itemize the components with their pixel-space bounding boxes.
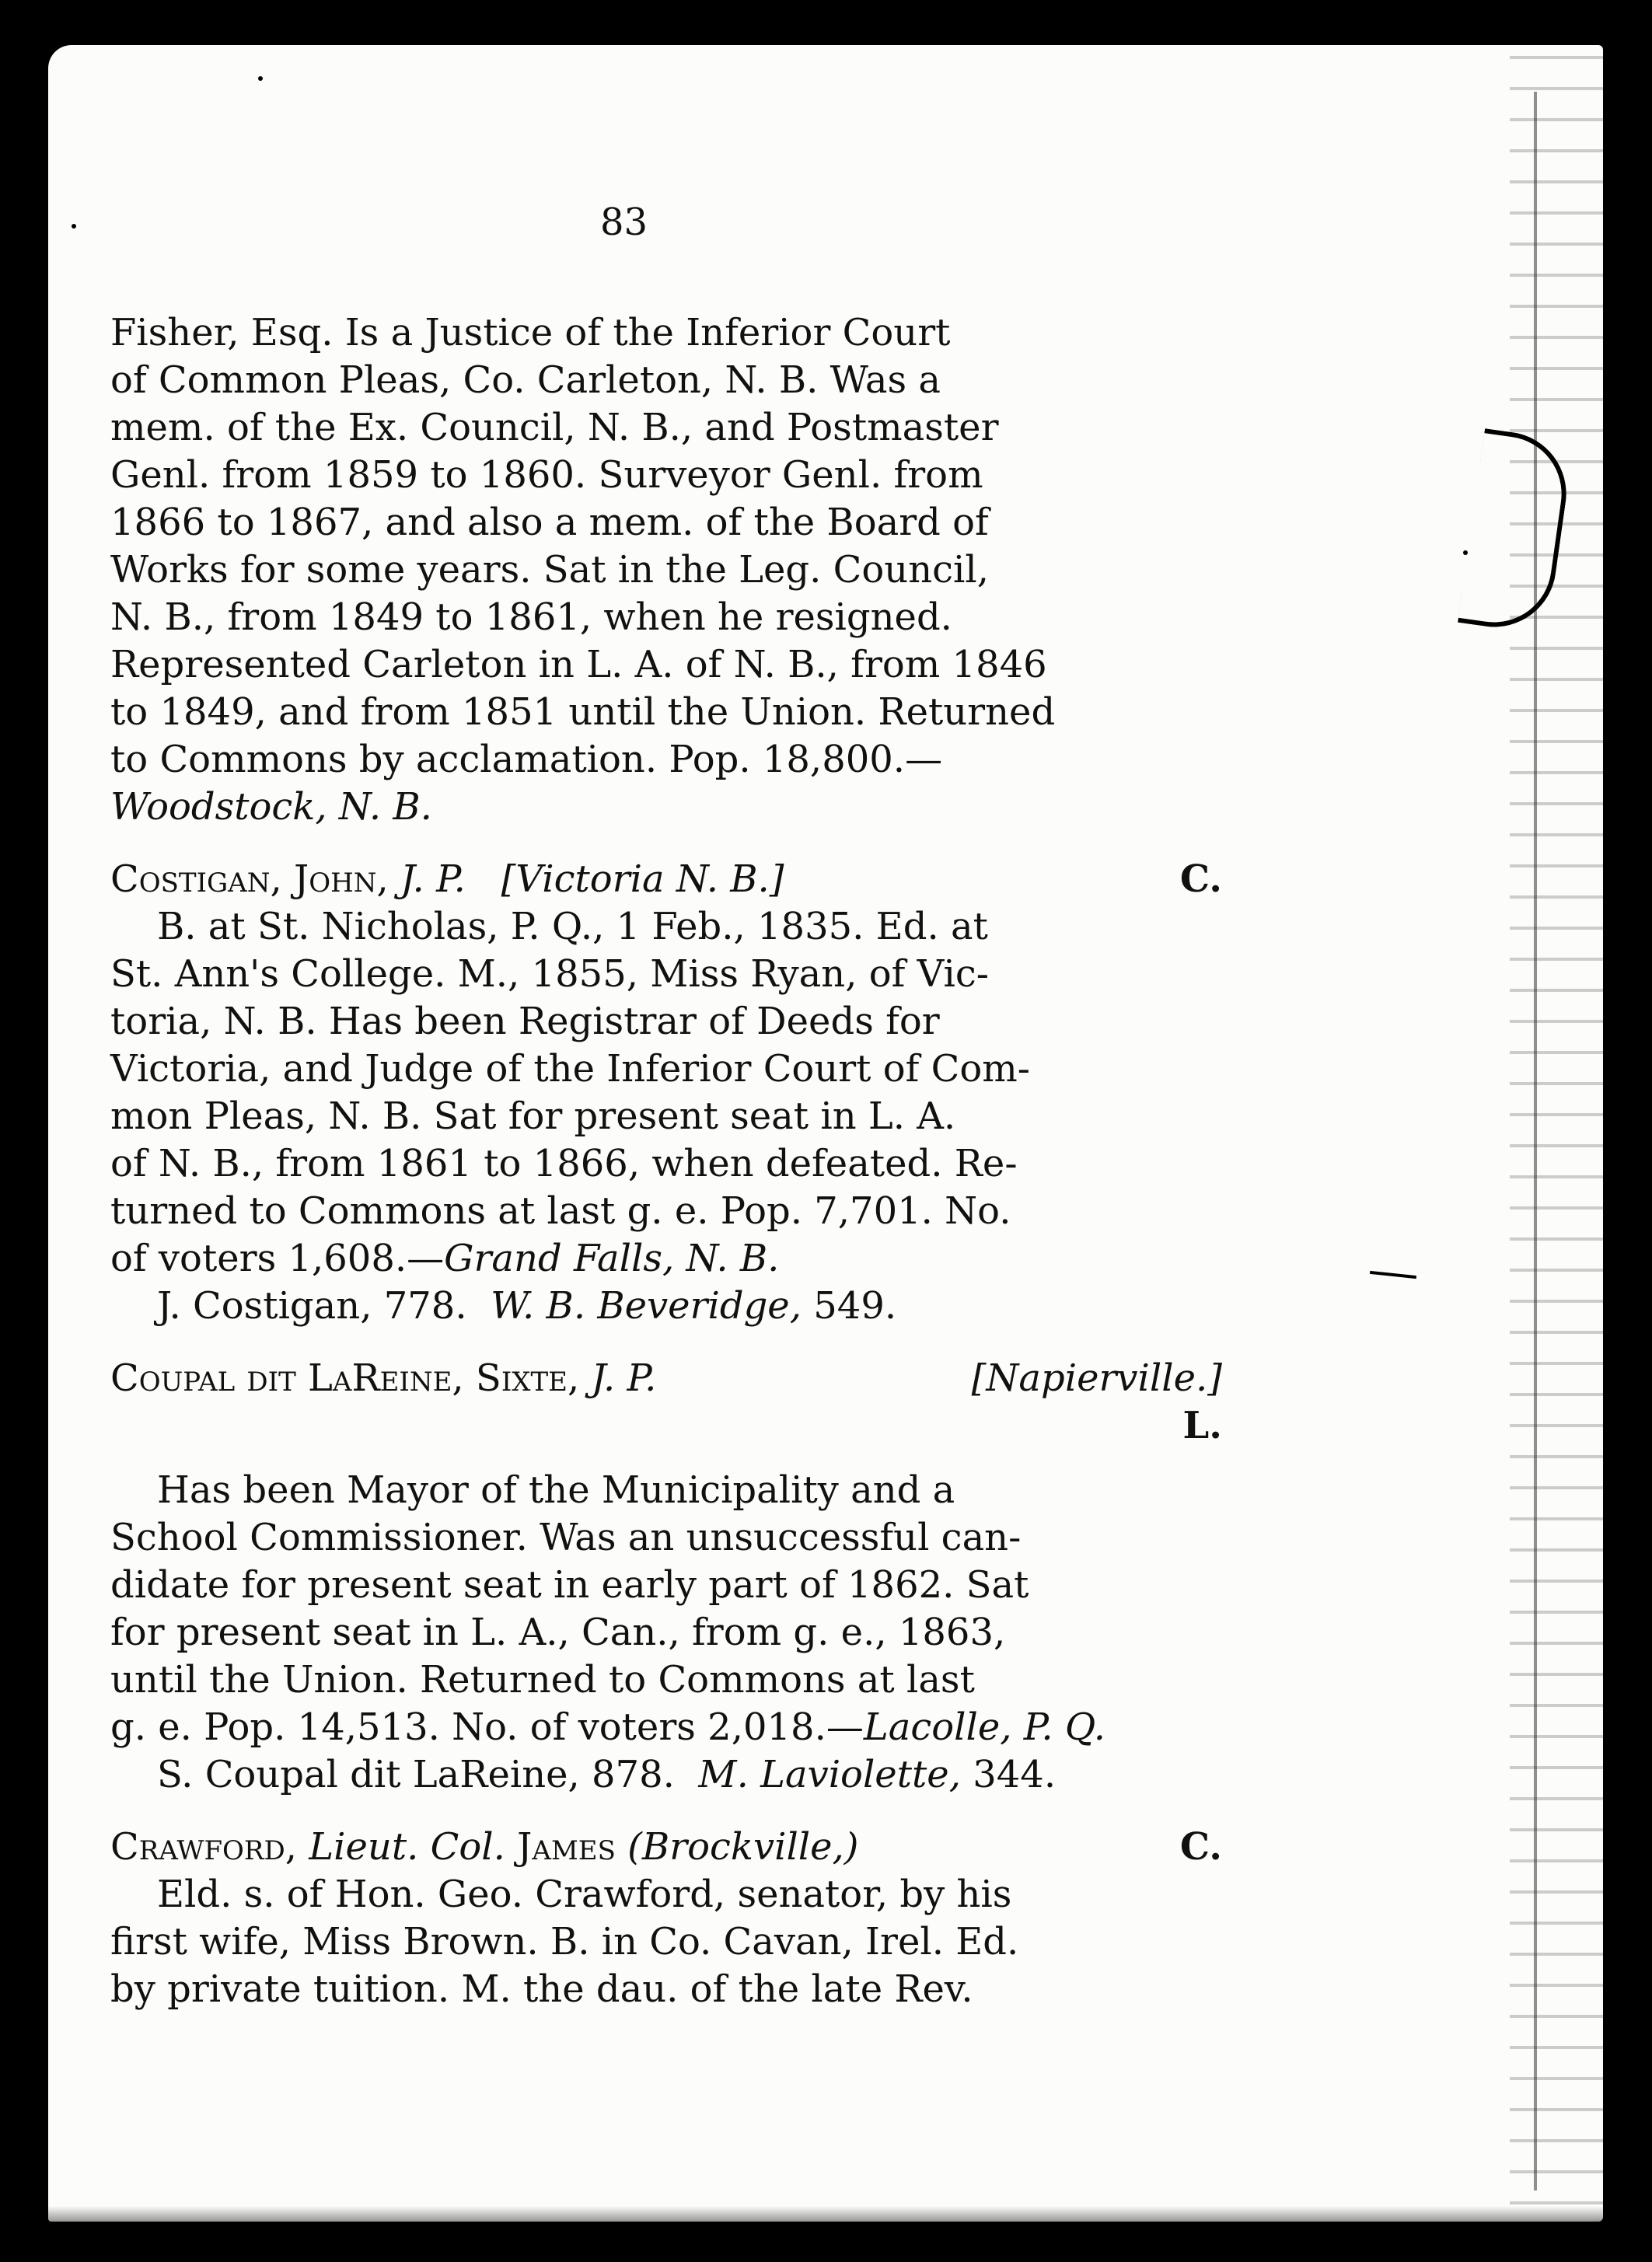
voters-count: g. e. Pop. 14,513. No. of voters 2,018.—	[110, 1705, 864, 1749]
text-line: by private tuition. M. the dau. of the late Rev.	[110, 1967, 973, 2011]
text-line: of Common Pleas, Co. Carleton, N. B. Was a	[110, 358, 941, 402]
text-line: to Commons by acclamation. Pop. 18,800.—	[110, 738, 943, 781]
page-fold-line	[1534, 92, 1537, 2190]
text-line: Victoria, and Judge of the Inferior Court of Com-	[110, 1047, 1031, 1091]
place-of-residence: Lacolle, P. Q.	[863, 1705, 1106, 1749]
text-line: School Commissioner. Was an unsuccessful can-	[110, 1516, 1022, 1559]
text-line: Eld. s. of Hon. Geo. Crawford, senator, by his	[157, 1873, 1012, 1916]
text-line: N. B., from 1849 to 1861, when he resigned.	[110, 595, 952, 639]
constituency: [Napierville.]	[971, 1356, 1222, 1400]
place-of-residence: Grand Falls, N. B.	[444, 1237, 780, 1280]
member-name: Costigan, John,	[110, 857, 389, 901]
text-line: first wife, Miss Brown. B. in Co. Cavan, Irel. Ed.	[110, 1920, 1019, 1964]
member-given-name: James	[517, 1825, 616, 1869]
page-edge-shadow	[1510, 45, 1603, 2222]
text-line	[110, 1704, 1222, 1751]
loser-votes: 344.	[973, 1753, 1057, 1796]
text-line: Has been Mayor of the Municipality and a	[157, 1468, 955, 1512]
book-page	[48, 45, 1603, 2222]
entry-heading	[110, 1355, 1222, 1402]
entry-heading	[110, 856, 1222, 903]
loser-name: M. Laviolette,	[698, 1753, 961, 1796]
winner-votes: J. Costigan, 778.	[157, 1284, 467, 1328]
entry-heading	[110, 1824, 1222, 1871]
constituency: (Brockville,)	[627, 1825, 859, 1869]
ink-speck	[1463, 550, 1468, 555]
voters-count: of voters 1,608.—	[110, 1237, 445, 1280]
ink-speck	[258, 76, 263, 81]
text-line: B. at St. Nicholas, P. Q., 1 Feb., 1835. Ed. at	[157, 905, 988, 948]
text-line: for present seat in L. A., Can., from g. e., 1863,	[110, 1611, 1006, 1654]
party-letter: C.	[1179, 857, 1222, 901]
text-line: to 1849, and from 1851 until the Union. Returned	[110, 690, 1056, 734]
member-title: J. P.	[591, 1356, 657, 1400]
election-result	[110, 1283, 1222, 1330]
text-line: Genl. from 1859 to 1860. Surveyor Genl. from	[110, 453, 983, 497]
text-line: toria, N. B. Has been Registrar of Deeds for	[110, 1000, 940, 1043]
text-line: Represented Carleton in L. A. of N. B., from 1846	[110, 643, 1047, 686]
ink-dash	[1370, 1271, 1416, 1279]
text-line: mon Pleas, N. B. Sat for present seat in L. A.	[110, 1094, 956, 1138]
party-letter: C.	[1179, 1825, 1222, 1869]
text-line: 1866 to 1867, and also a mem. of the Board of	[110, 501, 989, 544]
text-line: St. Ann's College. M., 1855, Miss Ryan, of Vic-	[110, 952, 989, 996]
text-line: mem. of the Ex. Council, N. B., and Postmaster	[110, 406, 999, 449]
text-line: until the Union. Returned to Commons at last	[110, 1658, 975, 1702]
member-name: Coupal dit LaReine, Sixte,	[110, 1356, 580, 1400]
place-of-residence: Woodstock, N. B.	[110, 785, 432, 829]
text-line: turned to Commons at last g. e. Pop. 7,701. No.	[110, 1189, 1011, 1233]
member-name: Crawford,	[110, 1825, 298, 1869]
loser-votes: 549.	[813, 1284, 897, 1328]
winner-votes: S. Coupal dit LaReine, 878.	[157, 1753, 675, 1796]
text-line: Works for some years. Sat in the Leg. Council,	[110, 548, 989, 592]
page-number: 83	[600, 201, 648, 244]
election-result	[110, 1751, 1222, 1799]
text-line: Fisher, Esq. Is a Justice of the Inferior Court	[110, 311, 951, 354]
text-line	[110, 1235, 1222, 1283]
page-bottom-shadow	[48, 2206, 1603, 2222]
constituency: [Victoria N. B.]	[501, 857, 784, 901]
party-letter: L.	[1182, 1404, 1222, 1447]
member-title: J. P.	[400, 857, 466, 901]
member-title: Lieut. Col.	[309, 1825, 505, 1869]
continuation-paragraph	[110, 309, 1222, 831]
ink-speck	[72, 224, 76, 229]
entry-body	[110, 903, 1222, 951]
text-line: didate for present seat in early part of 1862. Sat	[110, 1563, 1029, 1607]
loser-name: W. B. Beveridge,	[491, 1284, 802, 1328]
page-text	[110, 193, 1222, 2013]
text-line: of N. B., from 1861 to 1866, when defeated. Re-	[110, 1142, 1018, 1185]
